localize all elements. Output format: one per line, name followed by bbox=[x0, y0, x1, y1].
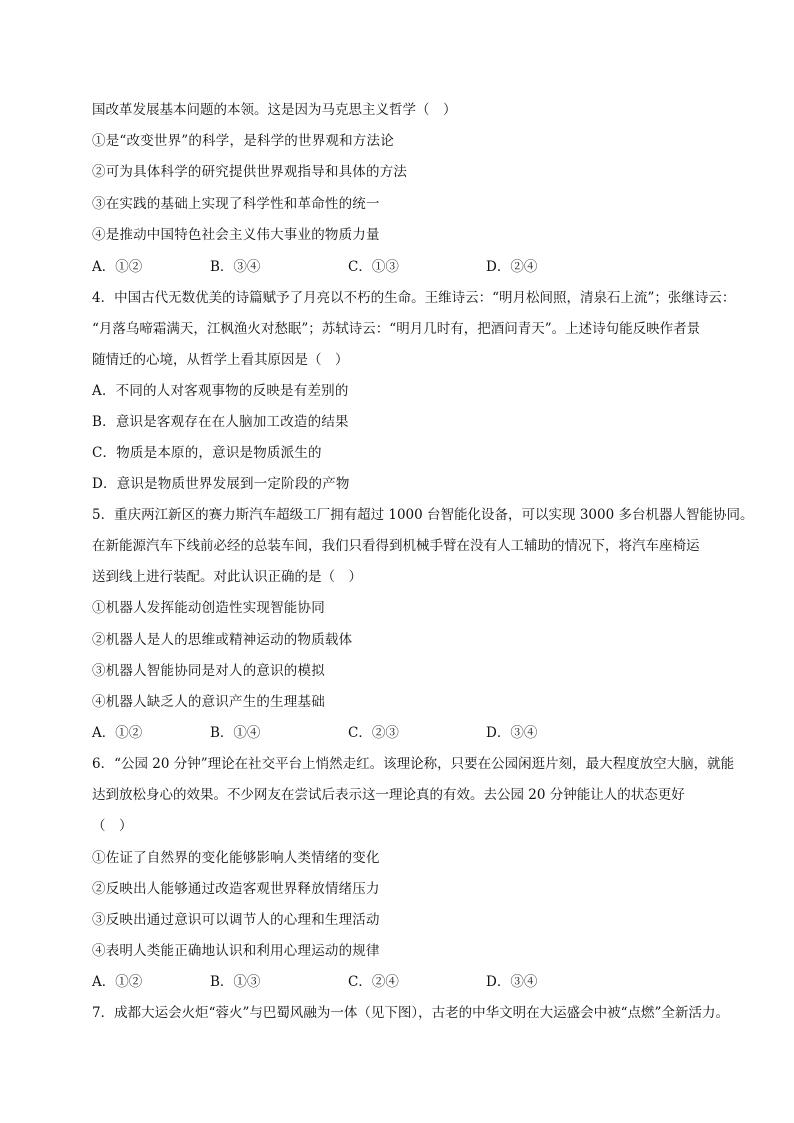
q5-answer-d[interactable]: D．③④ bbox=[486, 725, 538, 741]
q4-option-c[interactable]: C．物质是本原的，意识是物质派生的 bbox=[92, 445, 322, 461]
q3-item-3: ③在实践的基础上实现了科学性和革命性的统一 bbox=[92, 196, 380, 212]
q6-stem-line-1: 6．“公园 20 分钟”理论在社交平台上悄然走红。该理论称，只要在公园闲逛片刻，最大程度放空大脑，就能 bbox=[92, 756, 735, 772]
q5-stem-line-3: 送到线上进行装配。对此认识正确的是（ ） bbox=[92, 569, 362, 585]
q6-answer-b[interactable]: B．①③ bbox=[210, 974, 261, 990]
q6-answer-d[interactable]: D．③④ bbox=[486, 974, 538, 990]
q6-item-4: ④表明人类能正确地认识和利用心理运动的规律 bbox=[92, 943, 380, 959]
q4-stem-line-2: “月落乌啼霜满天，江枫渔火对愁眠”；苏轼诗云：“明月几时有，把酒问青天”。上述诗句能反映作者景 bbox=[92, 321, 701, 337]
q6-answer-row bbox=[92, 972, 612, 992]
q5-stem-line-2: 在新能源汽车下线前必经的总装车间，我们只看得到机械手臂在没有人工辅助的情况下，将汽车座椅运 bbox=[92, 538, 700, 554]
q3-answer-d[interactable]: D．②④ bbox=[486, 259, 538, 275]
q3-answer-a[interactable]: A．①② bbox=[92, 259, 143, 275]
q5-answer-row bbox=[92, 723, 612, 743]
q3-item-1: ①是“改变世界”的科学，是科学的世界观和方法论 bbox=[92, 133, 394, 149]
q3-item-4: ④是推动中国特色社会主义伟大事业的物质力量 bbox=[92, 227, 380, 243]
q6-answer-c[interactable]: C．②④ bbox=[348, 974, 399, 990]
q5-item-1: ①机器人发挥能动创造性实现智能协同 bbox=[92, 600, 325, 616]
q5-answer-c[interactable]: C．②③ bbox=[348, 725, 399, 741]
q6-item-3: ③反映出通过意识可以调节人的心理和生理活动 bbox=[92, 912, 380, 928]
q6-stem-line-2: 达到放松身心的效果。不少网友在尝试后表示这一理论真的有效。去公园 20 分钟能让人的状态更好 bbox=[92, 787, 685, 803]
q5-item-2: ②机器人是人的思维或精神运动的物质载体 bbox=[92, 632, 353, 648]
q4-stem-line-3: 随情迁的心境，从哲学上看其原因是（ ） bbox=[92, 352, 349, 368]
q4-option-d[interactable]: D．意识是物质世界发展到一定阶段的产物 bbox=[92, 476, 350, 492]
q3-stem-line: 国改革发展基本问题的本领。这是因为马克思主义哲学（ ） bbox=[92, 102, 457, 118]
q5-stem-line-1: 5．重庆两江新区的赛力斯汽车超级工厂拥有超过 1000 台智能化设备，可以实现 3000 多台机器人智能协同。 bbox=[92, 507, 754, 523]
q4-option-a[interactable]: A．不同的人对客观事物的反映是有差别的 bbox=[92, 383, 349, 399]
q3-item-2: ②可为具体科学的研究提供世界观指导和具体的方法 bbox=[92, 164, 408, 180]
q3-answer-row bbox=[92, 257, 612, 277]
q4-stem-line-1: 4．中国古代无数优美的诗篇赋予了月亮以不朽的生命。王维诗云：“明月松间照，清泉石上流”；张继诗云： bbox=[92, 290, 736, 306]
q5-item-4: ④机器人缺乏人的意识产生的生理基础 bbox=[92, 694, 325, 710]
q7-stem-line-1: 7．成都大运会火炬“蓉火”与巴蜀风融为一体（见下图），古老的中华文明在大运盛会中被“点燃”全新活力。 bbox=[92, 1005, 729, 1021]
q6-item-1: ①佐证了自然界的变化能够影响人类情绪的变化 bbox=[92, 850, 380, 866]
q5-answer-b[interactable]: B．①④ bbox=[210, 725, 261, 741]
q4-option-b[interactable]: B．意识是客观存在在人脑加工改造的结果 bbox=[92, 414, 349, 430]
q6-stem-line-3: （ ） bbox=[92, 818, 133, 834]
q5-item-3: ③机器人智能协同是对人的意识的模拟 bbox=[92, 663, 325, 679]
q3-answer-c[interactable]: C．①③ bbox=[348, 259, 399, 275]
q3-answer-b[interactable]: B．③④ bbox=[210, 259, 261, 275]
q6-answer-a[interactable]: A．①② bbox=[92, 974, 143, 990]
q5-answer-a[interactable]: A．①② bbox=[92, 725, 143, 741]
q6-item-2: ②反映出人能够通过改造客观世界释放情绪压力 bbox=[92, 881, 380, 897]
